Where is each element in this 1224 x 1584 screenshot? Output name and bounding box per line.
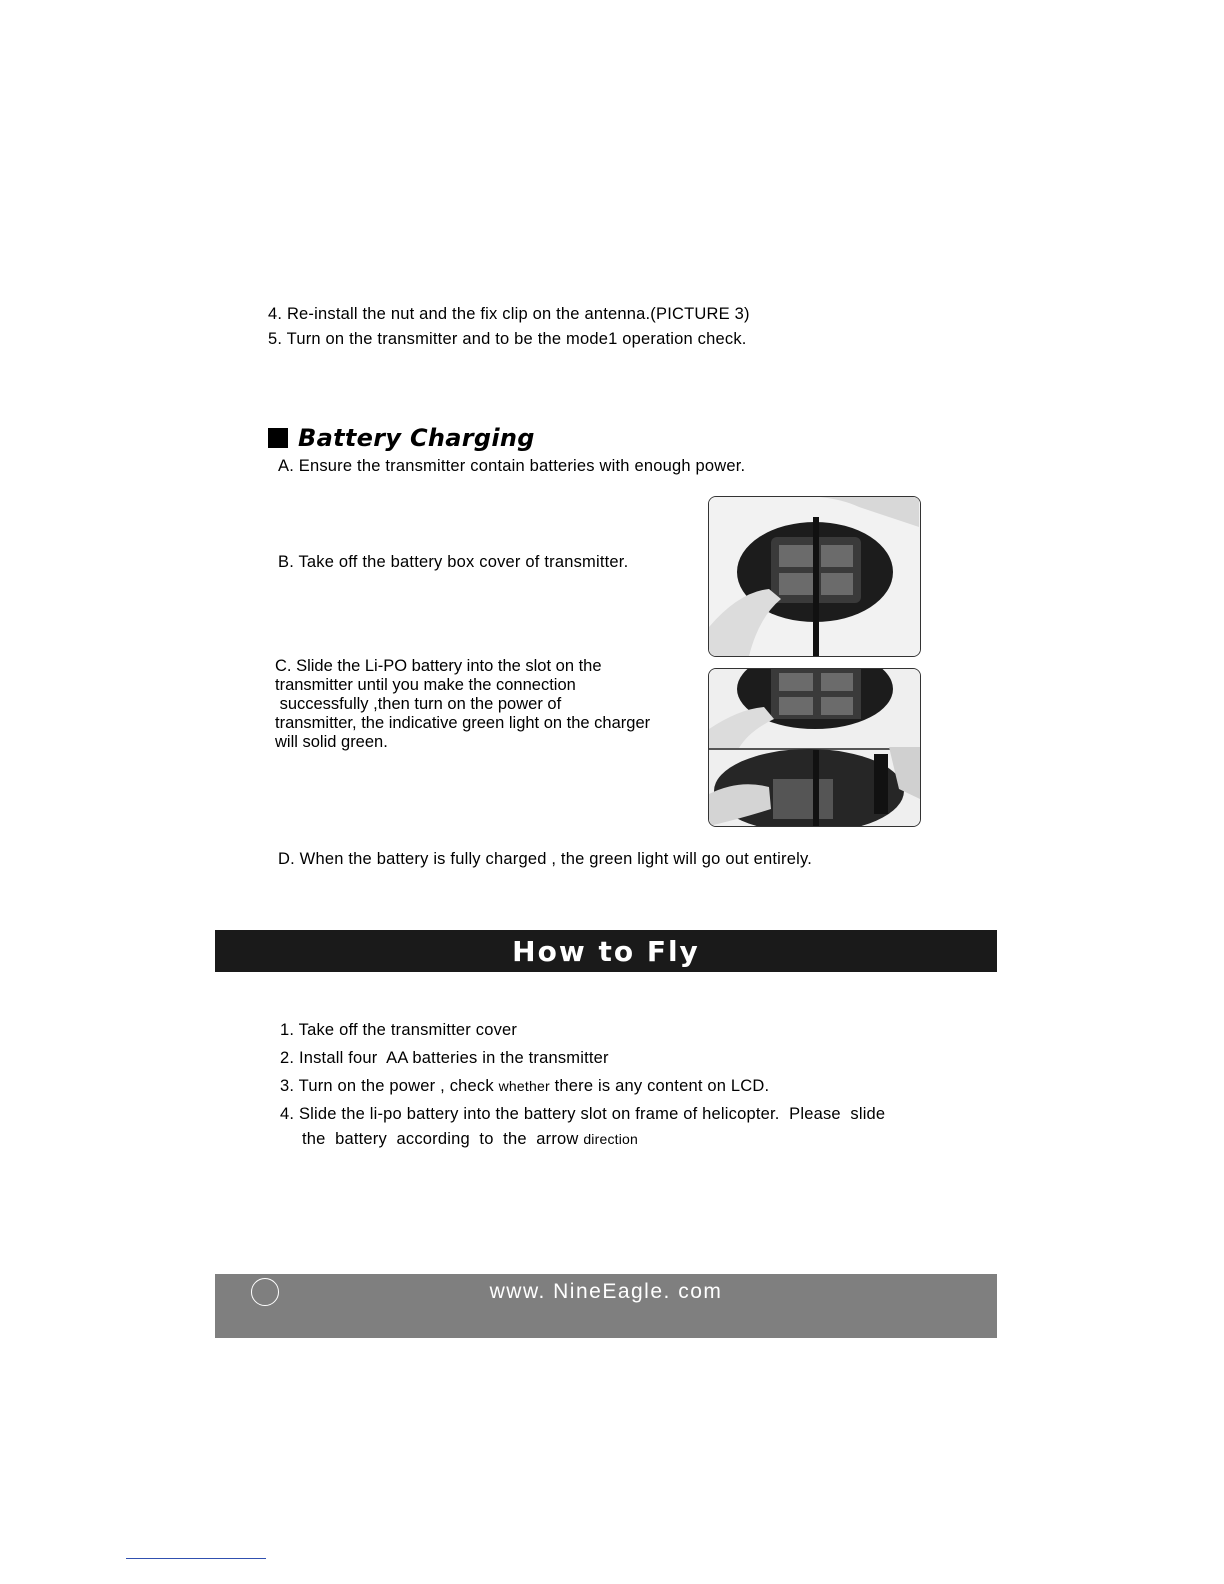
fly-step-4-line-1: 4. Slide the li-po battery into the battery slot on frame of helicopter. Please slide: [280, 1105, 886, 1123]
battery-insertion-photo: [708, 668, 921, 827]
step-c-line: transmitter until you make the connection: [275, 676, 576, 694]
step-b-text: B. Take off the battery box cover of transmitter.: [278, 553, 629, 571]
fly-step-3-part: whether: [498, 1078, 550, 1094]
step-c-line: transmitter, the indicative green light on the charger: [275, 714, 651, 732]
square-bullet-icon: [268, 428, 288, 448]
transmitter-back-photo: [708, 496, 921, 657]
step-d-text: D. When the battery is fully charged , the green light will go out entirely.: [278, 850, 812, 868]
how-to-fly-banner: [215, 930, 997, 972]
fly-step-3-part: 3. Turn on the power , check: [280, 1077, 499, 1095]
fly-step-4-part: the battery according to the arrow: [302, 1130, 584, 1148]
step-c-line: C. Slide the Li-PO battery into the slot on the: [275, 657, 602, 675]
fly-step-3: [280, 1076, 769, 1096]
footer-website-url: www. NineEagle. com: [489, 1280, 723, 1303]
battery-charging-heading: [268, 422, 535, 454]
step-c-line: successfully ,then turn on the power of: [275, 695, 562, 713]
bottom-divider: [126, 1558, 266, 1559]
footer-bar: [215, 1274, 997, 1338]
step-c-line: will solid green.: [275, 733, 388, 751]
step-5-turn-on-transmitter: 5. Turn on the transmitter and to be the mode1 operation check.: [268, 330, 747, 348]
fly-step-3-part: there is any content on LCD.: [549, 1077, 770, 1095]
battery-charging-title: Battery Charging: [298, 424, 535, 452]
step-4-reinstall-nut: 4. Re-install the nut and the fix clip on the antenna.(PICTURE 3): [268, 305, 750, 323]
step-a-text: A. Ensure the transmitter contain batteries with enough power.: [278, 457, 746, 475]
battery-insertion-illustration: [709, 669, 920, 826]
transmitter-back-illustration: [709, 497, 920, 656]
fly-step-1: 1. Take off the transmitter cover: [280, 1021, 518, 1039]
fly-step-4-line-2: [302, 1129, 638, 1149]
step-c-text: [275, 657, 650, 752]
how-to-fly-title: How to Fly: [512, 934, 700, 968]
fly-step-2: 2. Install four AA batteries in the transmitter: [280, 1049, 609, 1067]
fly-step-4-part: direction: [583, 1131, 639, 1147]
